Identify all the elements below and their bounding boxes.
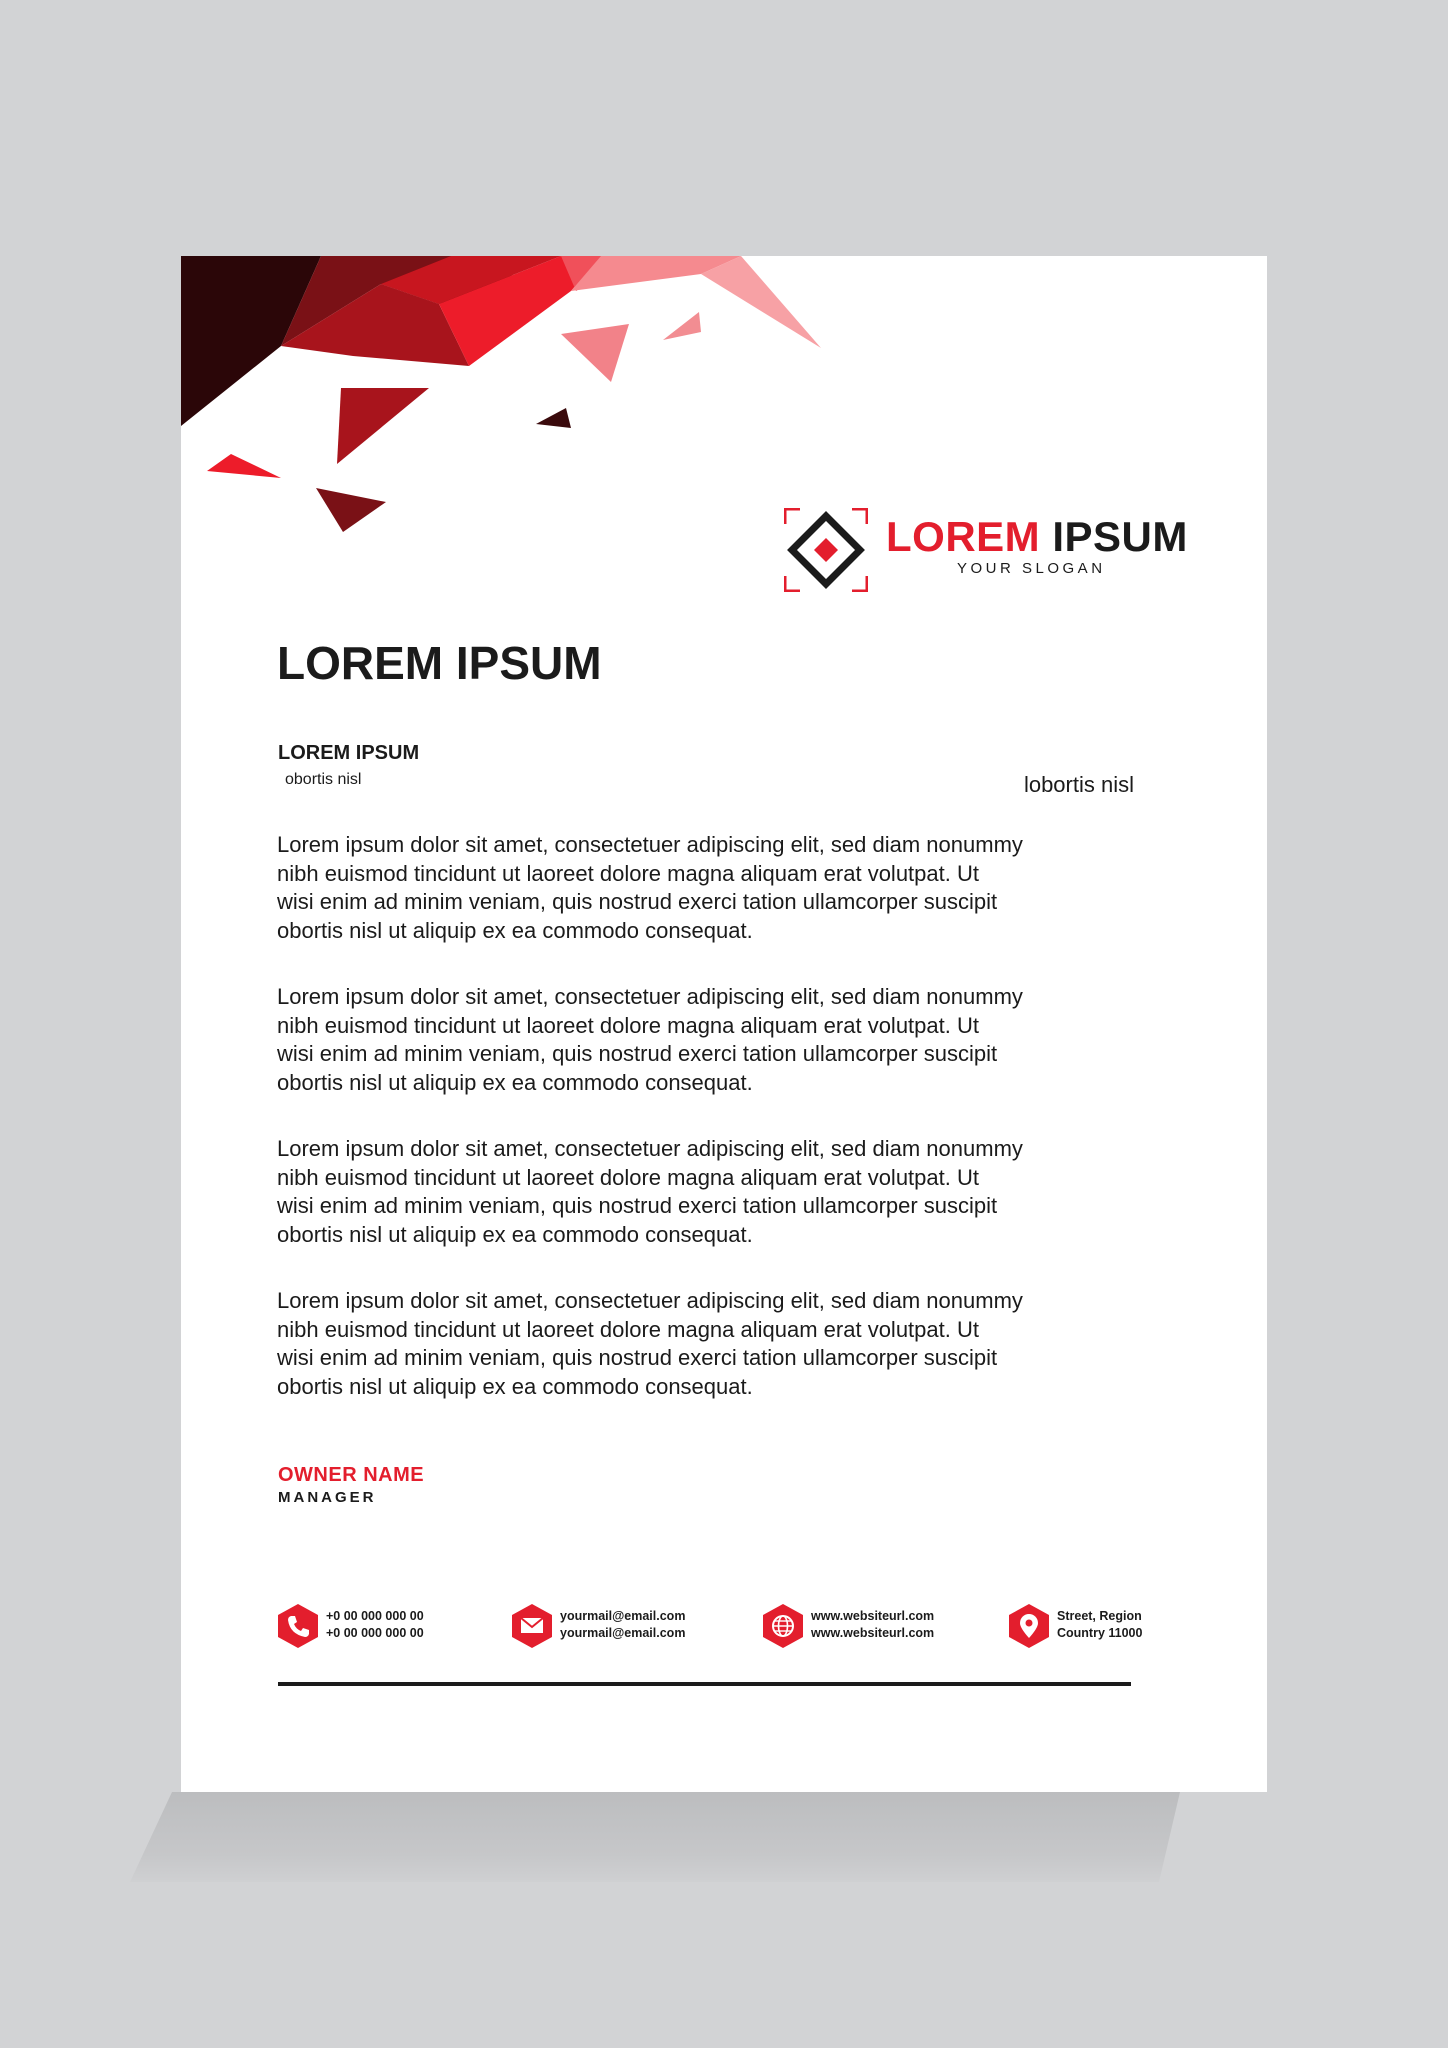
owner-name: OWNER NAME [278, 1464, 425, 1486]
diamond-logo-icon [784, 508, 868, 592]
address-line-1: Street, Region [1057, 1609, 1142, 1623]
globe-icon [763, 1604, 803, 1648]
owner-role: MANAGER [278, 1489, 377, 1506]
footer-divider [278, 1682, 1131, 1686]
polygon-decoration [181, 256, 821, 556]
phone-line-2: +0 00 000 000 00 [326, 1626, 424, 1640]
sender-name: LOREM IPSUM [278, 742, 420, 764]
recipient-text: lobortis nisl [1023, 772, 1134, 797]
brand-slogan: YOUR SLOGAN [957, 560, 1106, 577]
phone-line-1: +0 00 000 000 00 [326, 1609, 424, 1623]
body-paragraph: Lorem ipsum dolor sit amet, consectetuer adipiscing elit, sed diam nonummy nibh euismod tincidunt ut laoreet dolore magna aliquam erat volutpat. Ut wisi enim ad minim veniam, quis nostrud exerci tation ullamcorper suscipit obortis nisl ut aliquip ex ea commodo consequat. [277, 984, 1023, 1096]
brand-name-part1: LOREM [886, 513, 1041, 560]
body-paragraph: Lorem ipsum dolor sit amet, consectetuer adipiscing elit, sed diam nonummy nibh euismod tincidunt ut laoreet dolore magna aliquam erat volutpat. Ut wisi enim ad minim veniam, quis nostrud exerci tation ullamcorper suscipit obortis nisl ut aliquip ex ea commodo consequat. [277, 1136, 1023, 1248]
phone-icon [278, 1604, 318, 1648]
address-line-2: Country 11000 [1057, 1626, 1143, 1640]
location-pin-icon [1009, 1604, 1049, 1648]
body-paragraph: Lorem ipsum dolor sit amet, consectetuer adipiscing elit, sed diam nonummy nibh euismod tincidunt ut laoreet dolore magna aliquam erat volutpat. Ut wisi enim ad minim veniam, quis nostrud exerci tation ullamcorper suscipit obortis nisl ut aliquip ex ea commodo consequat. [277, 1288, 1023, 1400]
brand-logo [784, 508, 1188, 598]
brand-name-part2: IPSUM [1052, 513, 1188, 560]
sender-subtitle: obortis nisl [285, 771, 362, 788]
paper-shadow [130, 1792, 1180, 1882]
website-line-2: www.websiteurl.com [811, 1626, 935, 1640]
document-title: LOREM IPSUM [277, 637, 602, 689]
letterhead-page [181, 256, 1267, 1792]
website-line-1: www.websiteurl.com [811, 1609, 935, 1623]
email-line-2: yourmail@email.com [560, 1626, 686, 1640]
mail-icon [512, 1604, 552, 1648]
body-paragraph: Lorem ipsum dolor sit amet, consectetuer adipiscing elit, sed diam nonummy nibh euismod tincidunt ut laoreet dolore magna aliquam erat volutpat. Ut wisi enim ad minim veniam, quis nostrud exerci tation ullamcorper suscipit obortis nisl ut aliquip ex ea commodo consequat. [277, 832, 1023, 944]
email-line-1: yourmail@email.com [560, 1609, 686, 1623]
brand-name [886, 513, 1188, 560]
